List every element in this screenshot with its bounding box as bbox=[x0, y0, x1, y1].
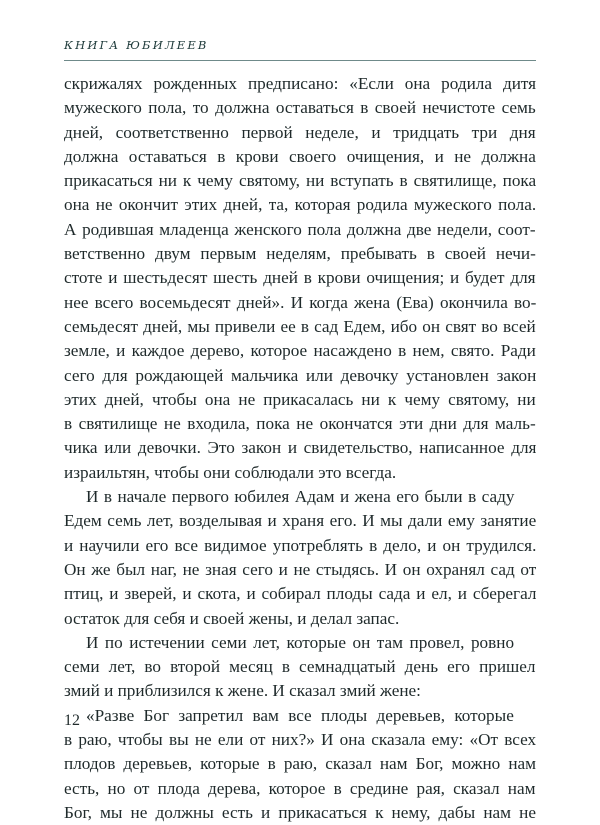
text-line: чика или девочки. Это закон и свидетельство, написанное для bbox=[64, 438, 536, 458]
text-line: этих дней, чтобы она не прикасалась ни к чему святому, ни bbox=[64, 389, 536, 409]
text-line: израильтян, чтобы они соблюдали это всегда. bbox=[64, 462, 397, 482]
text-line: прикасаться ни к чему святому, ни вступать в святилище, пока bbox=[64, 171, 536, 191]
text-line: мужеского пола, то должна оставаться в своей нечистоте семь bbox=[64, 98, 536, 118]
text-line: нее всего восемьдесят дней». И когда жена (Ева) окончила во- bbox=[64, 292, 536, 312]
text-line: дней, соответственно первой неделе, и тридцать три дня bbox=[64, 122, 536, 142]
text-line: семьдесят дней, мы привели ее в сад Едем, ибо он свят во всей bbox=[64, 316, 536, 336]
text-line: скрижалях рожденных предписано: «Если она родила дитя bbox=[64, 74, 536, 93]
text-line: и научили его все видимое употреблять в дело, и он трудился. bbox=[64, 535, 536, 555]
text-line: «Разве Бог запретил вам все плоды деревьев, которые bbox=[86, 705, 514, 725]
page-number: 12 bbox=[64, 712, 80, 729]
text-line: семи лет, во второй месяц в семнадцатый день его пришел bbox=[64, 657, 536, 677]
body-text bbox=[64, 72, 536, 825]
text-line: Он же был наг, не зная сего и не стыдясь. И он охранял сад от bbox=[64, 559, 536, 579]
text-line: она не окончит этих дней, та, которая родила мужеского пола. bbox=[64, 195, 536, 215]
text-line: должна оставаться в крови своего очищения, и не должна bbox=[64, 146, 536, 166]
text-line: сего для рождающей мальчика или девочку установлен закон bbox=[64, 365, 536, 385]
text-line: птиц, и зверей, и скота, и собирал плоды сада и ел, и сберегал bbox=[64, 584, 536, 604]
text-line: стоте и шестьдесят шесть дней в крови очищения; и будет для bbox=[64, 268, 536, 288]
text-line: в святилище не входила, пока не окончатся эти дни для маль- bbox=[64, 414, 536, 434]
running-head: КНИГА ЮБИЛЕЕВ bbox=[64, 38, 209, 52]
text-line: И в начале первого юбилея Адам и жена его были в саду bbox=[86, 487, 515, 507]
text-line: плодов деревьев, которые в раю, сказал нам Бог, можно нам bbox=[64, 754, 536, 774]
text-line: Бог, мы не должны есть и прикасаться к нему, дабы нам не bbox=[64, 802, 536, 822]
header-rule bbox=[64, 60, 536, 61]
text-line: остаток для себя и своей жены, и делал запас. bbox=[64, 608, 400, 628]
text-line: змий и приблизился к жене. И сказал змий жене: bbox=[64, 681, 421, 701]
text-line: А родившая младенца женского пола должна две недели, соот- bbox=[64, 219, 536, 239]
text-line: Едем семь лет, возделывая и храня его. И мы дали ему занятие bbox=[64, 511, 536, 531]
text-line: И по истечении семи лет, которые он там провел, ровно bbox=[86, 632, 515, 652]
text-line: земле, и каждое дерево, которое насаждено в нем, свято. Ради bbox=[64, 341, 536, 361]
text-line: есть, но от плода дерева, которое в средине рая, сказал нам bbox=[64, 778, 536, 798]
text-line: ветственно двум первым неделям, пребывать в своей нечи- bbox=[64, 244, 536, 264]
text-line: в раю, чтобы вы не ели от них?» И она сказала ему: «От всех bbox=[64, 730, 536, 750]
